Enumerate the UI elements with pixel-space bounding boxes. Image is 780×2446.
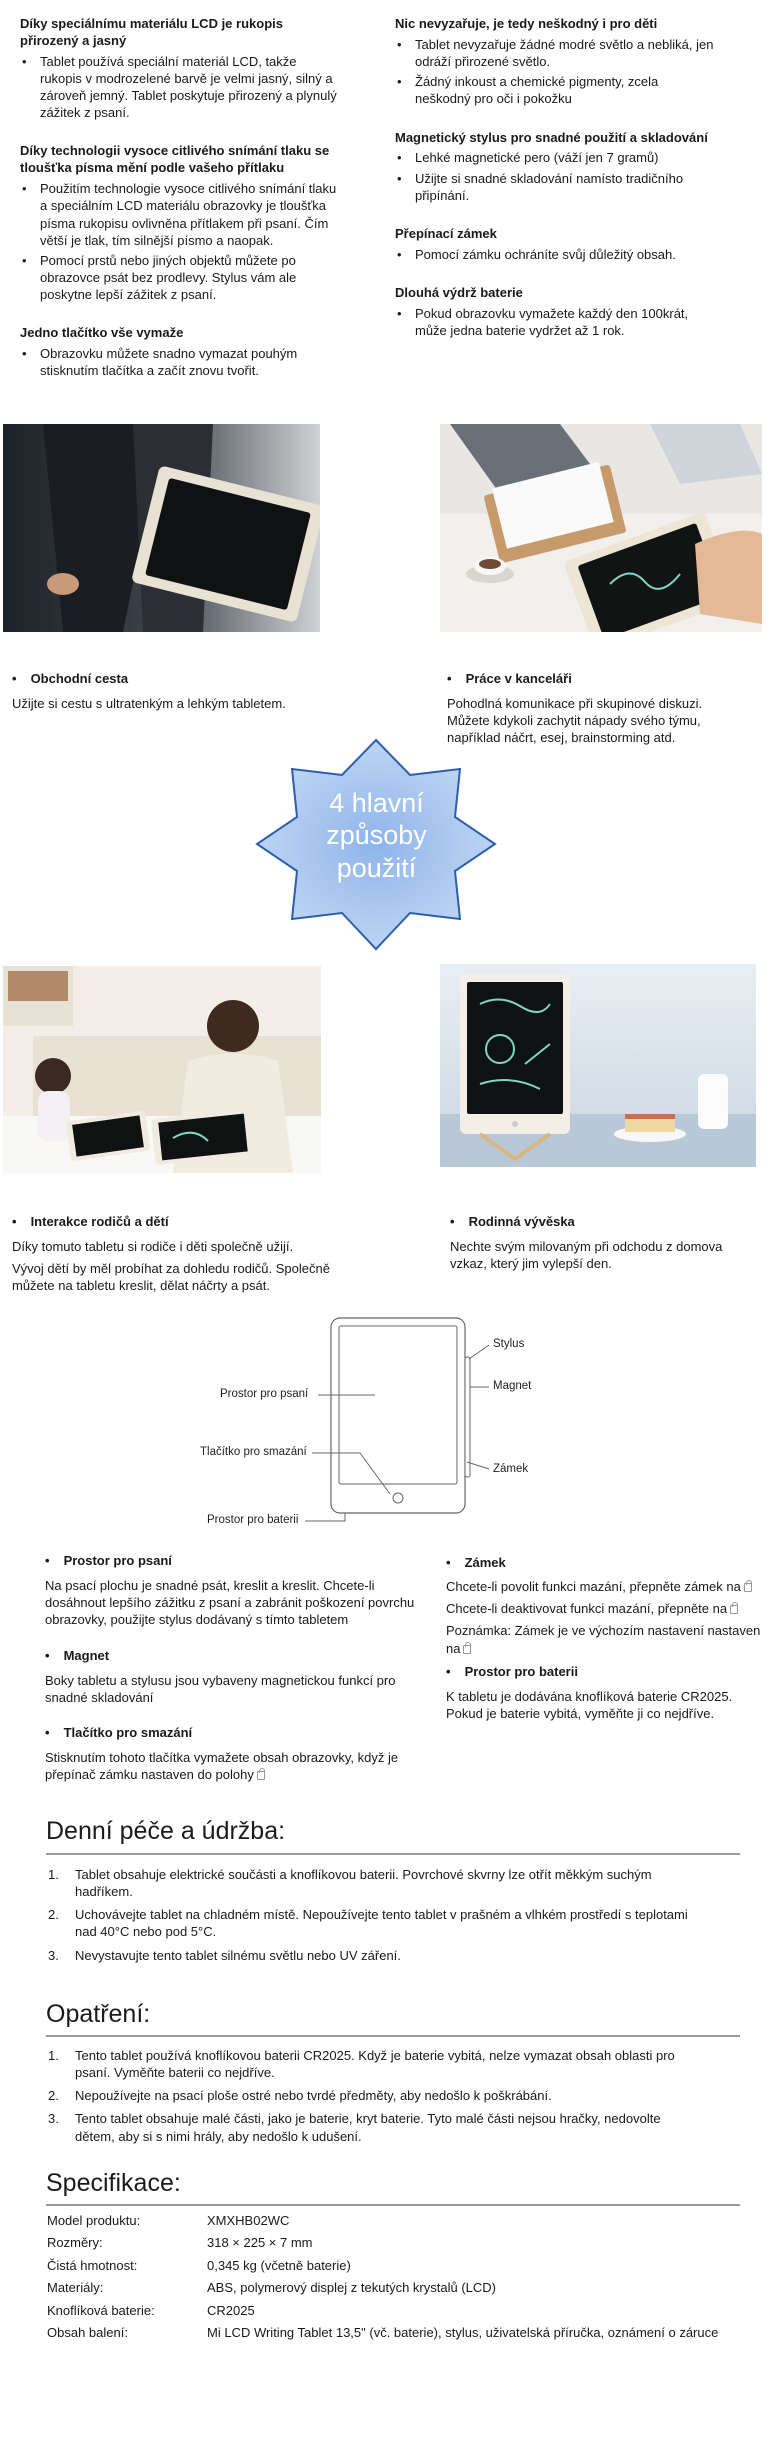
feature-bullet: • Tablet používá speciální materiál LCD, takže rukopis v modrozelené barvě je velmi jasný, silný a zároveň jemný. Tablet poskytuje přirozený a plynulý zážitek z psaní. [20, 53, 338, 122]
stylus-outline [465, 1357, 470, 1477]
features-right [395, 16, 715, 339]
use-text: Užijte si cestu s ultratenkým a lehkým tabletem. [12, 696, 286, 712]
care-item: 3. Nevystavujte tento tablet silnému světlu nebo UV záření. [48, 1947, 401, 1963]
feature-one-button [20, 325, 338, 379]
use-title: • Interakce rodičů a dětí [12, 1213, 342, 1230]
specs-rule [46, 2204, 740, 2206]
star-text: 4 hlavní způsoby použití [326, 788, 427, 883]
feature-pressure [20, 143, 338, 303]
feature-bullet: • Žádný inkoust a chemické pigmenty, zcela neškodný pro oči i pokožku [395, 73, 715, 107]
uses-star-badge [255, 737, 498, 952]
spec-row: Model produktu: XMXHB02WC [47, 2212, 290, 2228]
cautions-list [48, 2047, 698, 2151]
part-title: • Magnet [45, 1647, 415, 1664]
feature-magnetic-stylus [395, 130, 715, 204]
feature-bullet: • Lehké magnetické pero (váží jen 7 gramů) [395, 149, 715, 166]
feature-heading: Díky speciálnímu materiálu LCD je rukopis přirozený a jasný [20, 16, 283, 48]
cautions-rule [46, 2035, 740, 2037]
feature-heading: Díky technologii vysoce citlivého snímání tlaku se tloušťka písma mění podle vašeho přítlaku [20, 143, 330, 176]
product-diagram [0, 1312, 780, 1532]
label-erase-button: Tlačítko pro smazání [200, 1446, 307, 1458]
use-family [450, 1213, 735, 1272]
use-title: • Obchodní cesta [12, 670, 332, 687]
feature-heading: Přepínací zámek [395, 225, 497, 241]
feature-bullet: • Pomocí prstů nebo jiných objektů můžete po obrazovce psát bez prodlevy. Stylus vám ale poskytne lepší zážitek z psaní. [20, 252, 338, 303]
use-business [12, 670, 332, 712]
photo-business-trip [3, 424, 320, 632]
spec-row: Čistá hmotnost: 0,345 kg (včetně baterie) [47, 2257, 351, 2273]
use-text: Vývoj dětí by měl probíhat za dohledu rodičů. Společně můžete na tabletu kreslit, dělat náčrty a psát. [12, 1261, 330, 1294]
use-title: • Práce v kanceláři [447, 670, 732, 687]
use-text: Pohodlná komunikace při skupinové diskuzi. Můžete kdykoli zachytit nápady svého týmu, například náčrt, esej, brainstorming atd. [447, 696, 703, 746]
feature-bullet: • Užijte si snadné skladování namísto tradičního připínání. [395, 170, 715, 204]
part-magnet [45, 1647, 415, 1706]
part-writing-area [45, 1552, 415, 1629]
spec-row: Rozměry: 318 × 225 × 7 mm [47, 2235, 313, 2251]
caution-item: 3. Tento tablet obsahuje malé části, jako je baterie, kryt baterie. Tyto malé části nejsou hračky, nedovolte dětem, aby si s nimi hrály, aby nedošlo k udušení. [48, 2111, 661, 2144]
feature-battery [395, 285, 715, 339]
feature-bullet: • Pomocí zámku ochráníte svůj důležitý obsah. [395, 246, 715, 263]
caution-item: 2. Nepoužívejte na psací ploše ostré nebo tvrdé předměty, aby nedošlo k poškrábání. [48, 2088, 552, 2104]
part-title: • Zámek [446, 1554, 768, 1571]
lock-disable-text: Chcete-li deaktivovat funkci mazání, přepněte na [446, 1601, 728, 1617]
part-title: • Prostor pro baterii [446, 1663, 768, 1680]
spec-row: Obsah balení: Mi LCD Writing Tablet 13,5" (vč. baterie), stylus, uživatelská příručka, oznámení o záruce [47, 2325, 719, 2341]
use-title: • Rodinná vývěska [450, 1213, 735, 1230]
feature-heading: Jedno tlačítko vše vymaže [20, 325, 184, 341]
spec-row: Knoflíková baterie: CR2025 [47, 2302, 255, 2318]
lock-icon [730, 1605, 738, 1614]
unlock-icon [744, 1583, 752, 1592]
lock-enable-text: Chcete-li povolit funkci mazání, přepněte zámek na [446, 1579, 741, 1595]
use-text: Nechte svým milovaným při odchodu z domova vzkaz, který jim vylepší den. [450, 1239, 723, 1272]
specs-table [47, 2209, 747, 2344]
feature-heading: Nic nevyzařuje, je tedy neškodný i pro děti [395, 16, 658, 31]
feature-lock [395, 226, 715, 263]
feature-no-radiation [395, 16, 715, 108]
feature-heading: Dlouhá výdrž baterie [395, 284, 523, 300]
part-title: • Prostor pro psaní [45, 1552, 415, 1569]
lock-icon [463, 1645, 471, 1654]
tablet-screen [339, 1326, 457, 1484]
lock-icon [257, 1771, 265, 1780]
part-text: K tabletu je dodávána knoflíková baterie CR2025. Pokud je baterie vybitá, vyměňte ji co nejdříve. [446, 1688, 733, 1722]
care-item: 1. Tablet obsahuje elektrické součásti a knoflíkovou baterii. Povrchové skvrny lze otřít měkkým suchým hadříkem. [48, 1867, 652, 1900]
care-list [48, 1866, 708, 1970]
use-text: Díky tomuto tabletu si rodiče i děti společně užijí. [12, 1239, 294, 1255]
erase-button-outline [393, 1493, 403, 1503]
part-text: Boky tabletu a stylusu jsou vybaveny magnetickou funkcí pro snadné skladování [45, 1672, 396, 1705]
specs-title: Specifikace: [46, 2169, 181, 2197]
part-text: Stisknutím tohoto tlačítka vymažete obsah obrazovky, když je přepínač zámku nastaven do polohy [45, 1750, 399, 1783]
part-text: Na psací plochu je snadné psát, kreslit a kreslit. Chcete-li dosáhnout lepšího zážitku z psaní a zabránit poškození povrchu obrazovky, použijte stylus dodávaný s tímto tabletem [45, 1578, 415, 1628]
use-parent-child [12, 1213, 342, 1295]
photo-family-board [440, 964, 756, 1167]
parts-left [45, 1552, 415, 1784]
label-stylus: Stylus [493, 1338, 525, 1350]
care-item: 2. Uchovávejte tablet na chladném místě. Nepoužívejte tento tablet v prašném a vlhkém prostředí s teplotami nad 40°C nebo pod 5°C. [48, 1907, 688, 1940]
spec-row: Materiály: ABS, polymerový displej z tekutých krystalů (LCD) [47, 2280, 496, 2296]
label-battery-area: Prostor pro baterii [207, 1514, 299, 1526]
photo-parent-child [3, 966, 321, 1173]
label-lock: Zámek [493, 1463, 529, 1475]
feature-lcd [20, 16, 338, 121]
photo-office [440, 424, 762, 632]
label-writing-area: Prostor pro psaní [220, 1388, 309, 1400]
part-erase-button [45, 1724, 415, 1783]
part-title: • Tlačítko pro smazání [45, 1724, 415, 1741]
care-title: Denní péče a údržba: [46, 1817, 286, 1845]
feature-bullet: • Pokud obrazovku vymažete každý den 100krát, může jedna baterie vydržet až 1 rok. [395, 305, 715, 339]
feature-bullet: • Použitím technologie vysoce citlivého snímání tlaku a speciálním LCD materiálu obrazovky je tloušťka písma rukopisu ovlivněna přítlakem při psaní. Čím větší je tlak, tím silnější písmo a naopak. [20, 180, 338, 249]
label-magnet: Magnet [493, 1380, 532, 1392]
features-left [20, 16, 338, 379]
caution-item: 1. Tento tablet používá knoflíkovou baterii CR2025. Když je baterie vybitá, nelze vymazat obsah oblasti pro psaní. Vyměňte baterii co nejdříve. [48, 2048, 675, 2081]
cautions-title: Opatření: [46, 2000, 151, 2028]
feature-heading: Magnetický stylus pro snadné použití a skladování [395, 129, 708, 145]
lock-note-text: Poznámka: Zámek je ve výchozím nastavení nastaven na [446, 1623, 761, 1656]
feature-bullet: • Obrazovku můžete snadno vymazat pouhým stisknutím tlačítka a začít znovu tvořit. [20, 345, 338, 379]
use-office [447, 670, 732, 747]
feature-bullet: • Tablet nevyzařuje žádné modré světlo a nebliká, jen odráží přirozené světlo. [395, 36, 715, 70]
parts-right [446, 1554, 768, 1722]
care-rule [46, 1853, 740, 1855]
